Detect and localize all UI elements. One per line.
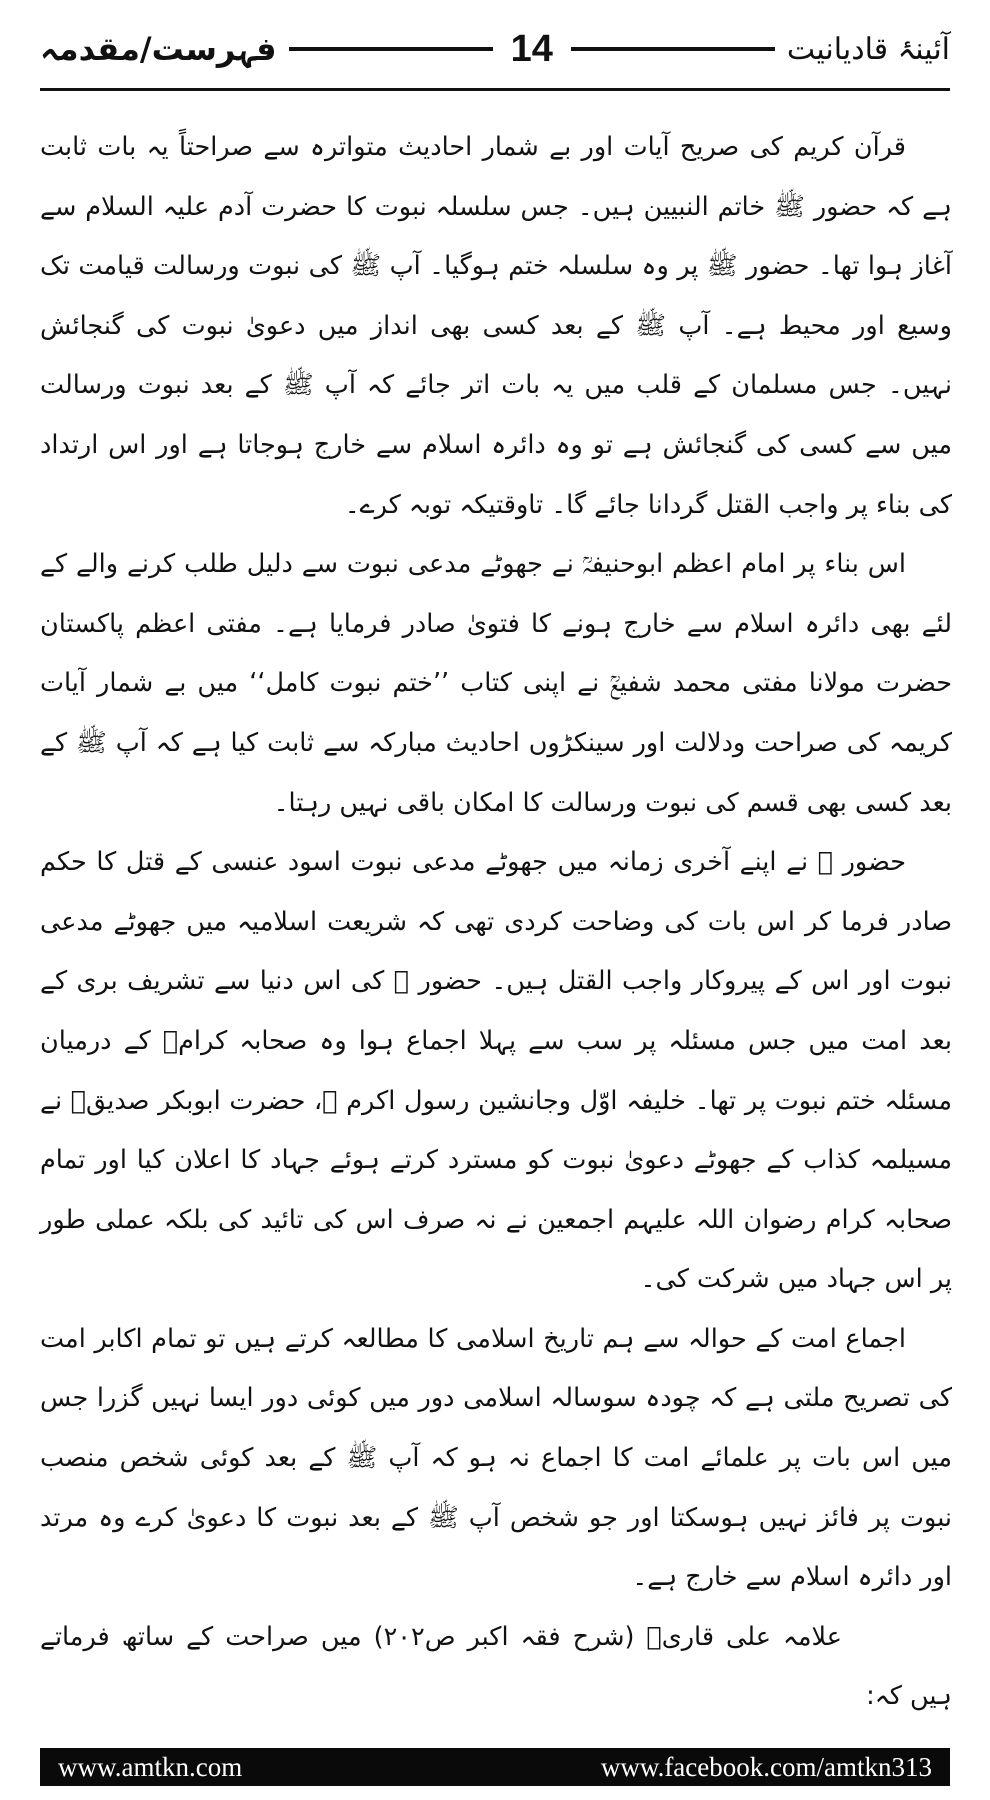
footer-website-link[interactable]: www.amtkn.com (58, 1751, 243, 1782)
page-number: 14 (510, 27, 553, 70)
section-title: فہرست/مقدمہ (40, 30, 277, 68)
paragraph-2: اس بناء پر امام اعظم ابوحنیفہؒ نے جھوٹے مدعی نبوت سے دلیل طلب کرنے والے کے لئے بھی دائرہ اسلام سے خارج ہونے کا فتویٰ صادر فرمایا ہے۔ مفتی اعظم پاکستان حضرت مولانا مفتی محمد شفیعؒ نے اپنی کتاب ’’ختم نبوت کامل‘‘ میں بے شمار آیات کریمہ کی صراحت ودلالت اور سینکڑوں احادیث مبارکہ سے ثابت کیا ہے کہ آپ ﷺ کے بعد کسی بھی قسم کی نبوت ورسالت کا امکان باقی نہیں رہتا۔ (40, 549, 952, 818)
footer-facebook-link[interactable]: www.facebook.com/amtkn313 (600, 1751, 932, 1782)
paragraph-4: اجماع امت کے حوالہ سے ہم تاریخ اسلامی کا مطالعہ کرتے ہیں تو تمام اکابر امت کی تصریح ملتی ہے کہ چودہ سوسالہ اسلامی دور میں کوئی دور ایسا نہیں گزرا جس میں اس بات پر علمائے امت کا اجماع نہ ہو کہ آپ ﷺ کے بعد کوئی شخص منصب نبوت پر فائز نہیں ہوسکتا اور جو شخص آپ ﷺ کے بعد نبوت کا دعویٰ کرے وہ مرتد اور دائرہ اسلام سے خارج ہے۔ (40, 1323, 952, 1593)
paragraph-3: حضور ﷺ نے اپنے آخری زمانہ میں جھوٹے مدعی نبوت اسود عنسی کے قتل کا حکم صادر فرما کر اس بات کی وضاحت کردی تھی کہ شریعت اسلامیہ میں جھوٹے مدعی نبوت اور اس کے پیروکار واجب القتل ہیں۔ حضور ﷺ کی اس دنیا سے تشریف بری کے بعد امت میں جس مسئلہ پر سب سے پہلا اجماع ہوا وہ صحابہ کرامؓ کے درمیان مسئلہ ختم نبوت پر تھا۔ خلیفہ اوّل وجانشین رسول اکرم ﷺ، حضرت ابوبکر صدیقؓ نے مسیلمہ کذاب کے جھوٹے دعویٰ نبوت کو مسترد کرتے ہوئے جہاد کا اعلان کیا اور تمام صحابہ کرام رضوان اللہ علیہم اجمعین نے نہ صرف اس کی تائید کی بلکہ عملی طور پر اس جہاد میں شرکت کی۔ (40, 847, 952, 1295)
header-rule-right (571, 47, 775, 51)
header-rule-left (289, 47, 493, 51)
header-underline (40, 88, 950, 91)
page-body (40, 118, 952, 1718)
paragraph-1: قرآن کریم کی صریح آیات اور بے شمار احادیث متواترہ سے صراحتاً یہ بات ثابت ہے کہ حضور ﷺ خاتم النبیین ہیں۔ جس سلسلہ نبوت کا حضرت آدم علیہ السلام سے آغاز ہوا تھا۔ حضور ﷺ پر وہ سلسلہ ختم ہوگیا۔ آپ ﷺ کی نبوت ورسالت قیامت تک وسیع اور محیط ہے۔ آپ ﷺ کے بعد کسی بھی انداز میں دعویٰ نبوت کی گنجائش نہیں۔ جس مسلمان کے قلب میں یہ بات اتر جائے کہ آپ ﷺ کے بعد نبوت ورسالت میں سے کسی کی گنجائش ہے تو وہ دائرہ اسلام سے خارج ہوجاتا ہے اور اس ارتداد کی بناء پر واجب القتل گردانا جائے گا۔ تاوقتیکہ توبہ کرے۔ (40, 132, 952, 520)
book-title: آئینۂ قادیانیت (786, 31, 951, 67)
quote-intro: علامہ علی قاریؒ (شرح فقہ اکبر ص۲۰۲) میں صراحت کے ساتھ فرماتے ہیں کہ: (40, 1621, 952, 1712)
page-footer (40, 1748, 950, 1786)
page-header (40, 14, 950, 84)
